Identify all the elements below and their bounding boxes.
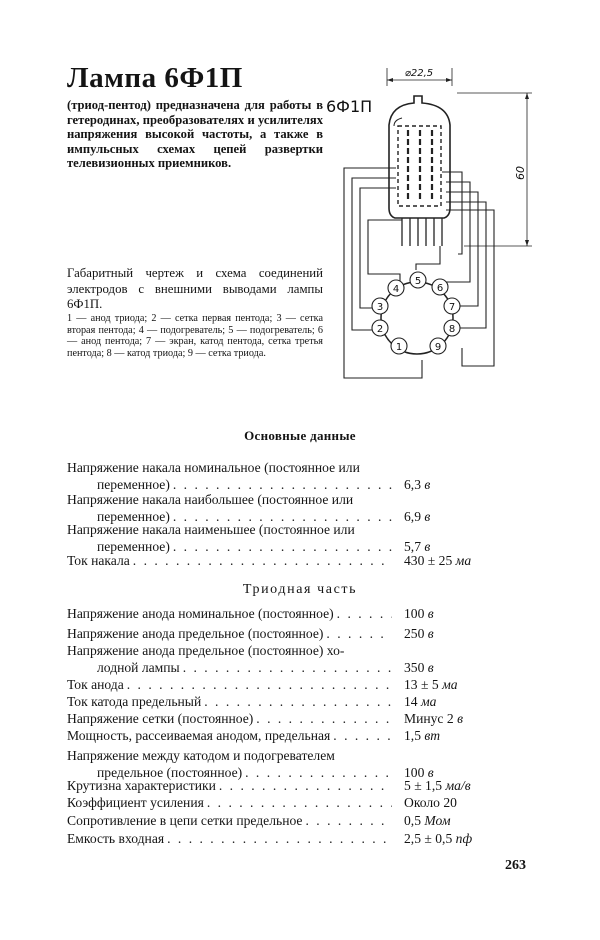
spec-label-line: Емкость входная <box>67 831 165 846</box>
spec-label <box>67 813 392 830</box>
spec-value-number: 250 <box>404 626 425 641</box>
spec-label <box>67 831 392 848</box>
spec-value-number: 100 <box>404 764 425 780</box>
leader-dots <box>219 778 392 795</box>
diameter-label: ⌀22,5 <box>404 68 434 79</box>
spec-label-line: Ток накала <box>67 553 130 568</box>
spec-value-unit: в <box>457 711 463 726</box>
spec-label <box>67 492 392 525</box>
pin-label: 8 <box>448 324 456 335</box>
spec-label <box>67 711 392 728</box>
pin-label: 6 <box>436 283 444 294</box>
spec-value-unit: ма <box>442 677 458 692</box>
spec-value-number: 13 ± 5 <box>404 677 439 692</box>
spec-row <box>67 694 507 711</box>
spec-label-line: Напряжение анода предельное (постоянное) <box>67 626 324 641</box>
spec-value <box>404 553 471 570</box>
spec-label-line: Напряжение накала наименьшее (постоянное или <box>67 522 355 537</box>
spec-row <box>67 522 507 555</box>
spec-value-unit: в <box>427 764 434 780</box>
spec-value-unit: в <box>427 626 434 641</box>
spec-row <box>67 728 507 745</box>
pin-label: 2 <box>376 324 384 335</box>
spec-value <box>404 606 434 623</box>
leader-dots <box>167 831 392 848</box>
spec-label <box>67 748 392 781</box>
spec-label-line: предельное (постоянное) <box>97 764 243 780</box>
spec-value-unit: в <box>424 508 431 524</box>
section-heading-triode: Триодная часть <box>242 582 358 597</box>
spec-label-line: лодной лампы <box>97 659 180 675</box>
pin-label: 1 <box>395 342 403 353</box>
spec-value-unit: ма/в <box>445 778 471 793</box>
spec-value <box>404 626 434 643</box>
leader-dots <box>337 606 392 623</box>
spec-value-number: 100 <box>404 606 425 621</box>
leader-dots <box>127 677 392 694</box>
spec-label-line: Напряжение анода предельное (постоянное) хо- <box>67 643 345 658</box>
spec-value-number: 350 <box>404 659 425 675</box>
spec-label <box>67 626 392 643</box>
spec-value-number: 0,5 <box>404 813 421 828</box>
figure-caption: Габаритный чертеж и схема соединений электродов с внешними выводами лампы 6Ф1П. <box>67 266 323 311</box>
leader-dots <box>207 795 392 812</box>
spec-row <box>67 795 507 812</box>
spec-value <box>404 728 440 745</box>
pin-label: 7 <box>448 302 456 313</box>
spec-value-number: 6,9 <box>404 508 421 524</box>
spec-row <box>67 626 507 643</box>
spec-value-unit: Мом <box>424 813 451 828</box>
spec-row <box>67 778 507 795</box>
pin-label: 9 <box>434 342 442 353</box>
spec-label-line: переменное) <box>97 538 170 554</box>
spec-value-number: 1,5 <box>404 728 421 743</box>
spec-label-line: Сопротивление в цепи сетки предельное <box>67 813 303 828</box>
spec-label <box>67 460 392 493</box>
spec-label <box>67 522 392 555</box>
leader-dots <box>333 728 392 745</box>
spec-value-number: 5 ± 1,5 <box>404 778 443 793</box>
leader-dots <box>256 711 392 728</box>
spec-value-number: Минус 2 <box>404 711 454 726</box>
spec-value-unit: вт <box>424 728 441 743</box>
spec-label <box>67 728 392 745</box>
spec-value-number: 6,3 <box>404 476 421 492</box>
spec-value-number: 2,5 ± 0,5 <box>404 831 453 846</box>
spec-value-unit: ма <box>421 694 437 709</box>
tube-marking: 6Ф1П <box>326 97 373 116</box>
spec-value-unit: в <box>427 659 434 675</box>
leader-dots <box>183 660 392 677</box>
leader-dots <box>305 813 392 830</box>
spec-label <box>67 553 392 570</box>
spec-value <box>404 831 472 848</box>
spec-label-line: переменное) <box>97 476 170 492</box>
spec-label-line: Напряжение между катодом и подогревателем <box>67 748 335 763</box>
spec-row <box>67 492 507 525</box>
leader-dots <box>133 553 392 570</box>
intro-paragraph: (триод-пентод) предназначена для работы в гетеродинах, преобразователях и усилителях напряжения высокой частоты, а также в импульсных схемах цепей развертки телевизионных приемников. <box>67 98 323 171</box>
spec-row <box>67 553 507 570</box>
spec-value <box>404 660 434 677</box>
pin-legend: 1 — анод триода; 2 — сетка первая пентода; 3 — сетка вторая пентода; 4 — подогреватель; 5 — подогреватель; 6 — анод пентода; 7 — экран, катод пентода, сетка третья пентода; 8 — катод триода; 9 — сетка триода. <box>67 313 323 359</box>
pin-label: 3 <box>376 302 384 313</box>
spec-label <box>67 677 392 694</box>
spec-label <box>67 694 392 711</box>
spec-row <box>67 748 507 781</box>
spec-value <box>404 477 430 494</box>
spec-value-unit: в <box>424 538 431 554</box>
spec-value-unit: в <box>427 606 434 621</box>
leader-dots <box>204 694 392 711</box>
spec-row <box>67 711 507 728</box>
spec-label-line: переменное) <box>97 508 170 524</box>
leader-dots <box>326 626 392 643</box>
section-heading-main: Основные данные <box>244 428 356 443</box>
spec-label-line: Ток катода предельный <box>67 694 202 709</box>
spec-value-unit: в <box>424 476 431 492</box>
height-label: 60 <box>514 166 527 180</box>
spec-label-line: Напряжение анода номинальное (постоянное) <box>67 606 334 621</box>
spec-row <box>67 677 507 694</box>
pin-label: 5 <box>414 276 422 287</box>
spec-row <box>67 460 507 493</box>
spec-value <box>404 711 463 728</box>
spec-value-number: 5,7 <box>404 538 421 554</box>
tube-diagram <box>322 60 562 390</box>
spec-value <box>404 694 436 711</box>
page-title: Лампа 6Ф1П <box>67 62 243 94</box>
spec-value-unit: пф <box>455 831 473 846</box>
spec-label-line: Коэффициент усиления <box>67 795 204 810</box>
spec-value <box>404 778 471 795</box>
spec-row <box>67 643 507 676</box>
spec-value <box>404 813 451 830</box>
spec-value-number: Около 20 <box>404 795 457 810</box>
spec-row <box>67 831 507 848</box>
spec-label <box>67 795 392 812</box>
spec-label-line: Напряжение накала наибольшее (постоянное или <box>67 492 354 507</box>
spec-label-line: Напряжение накала номинальное (постоянное или <box>67 460 360 475</box>
page-number: 263 <box>505 858 526 873</box>
spec-row <box>67 813 507 830</box>
leader-dots <box>173 477 392 494</box>
spec-value <box>404 795 457 812</box>
pin-label: 4 <box>392 284 400 295</box>
spec-label-line: Мощность, рассеиваемая анодом, предельная <box>67 728 331 743</box>
spec-label <box>67 643 392 676</box>
spec-value <box>404 677 458 694</box>
spec-label-line: Напряжение сетки (постоянное) <box>67 711 254 726</box>
spec-value-number: 430 ± 25 <box>404 553 453 568</box>
spec-label <box>67 778 392 795</box>
spec-label <box>67 606 392 623</box>
spec-value-unit: ма <box>455 553 472 568</box>
spec-row <box>67 606 507 623</box>
spec-value-number: 14 <box>404 694 418 709</box>
spec-label-line: Ток анода <box>67 677 124 692</box>
spec-label-line: Крутизна характеристики <box>67 778 216 793</box>
